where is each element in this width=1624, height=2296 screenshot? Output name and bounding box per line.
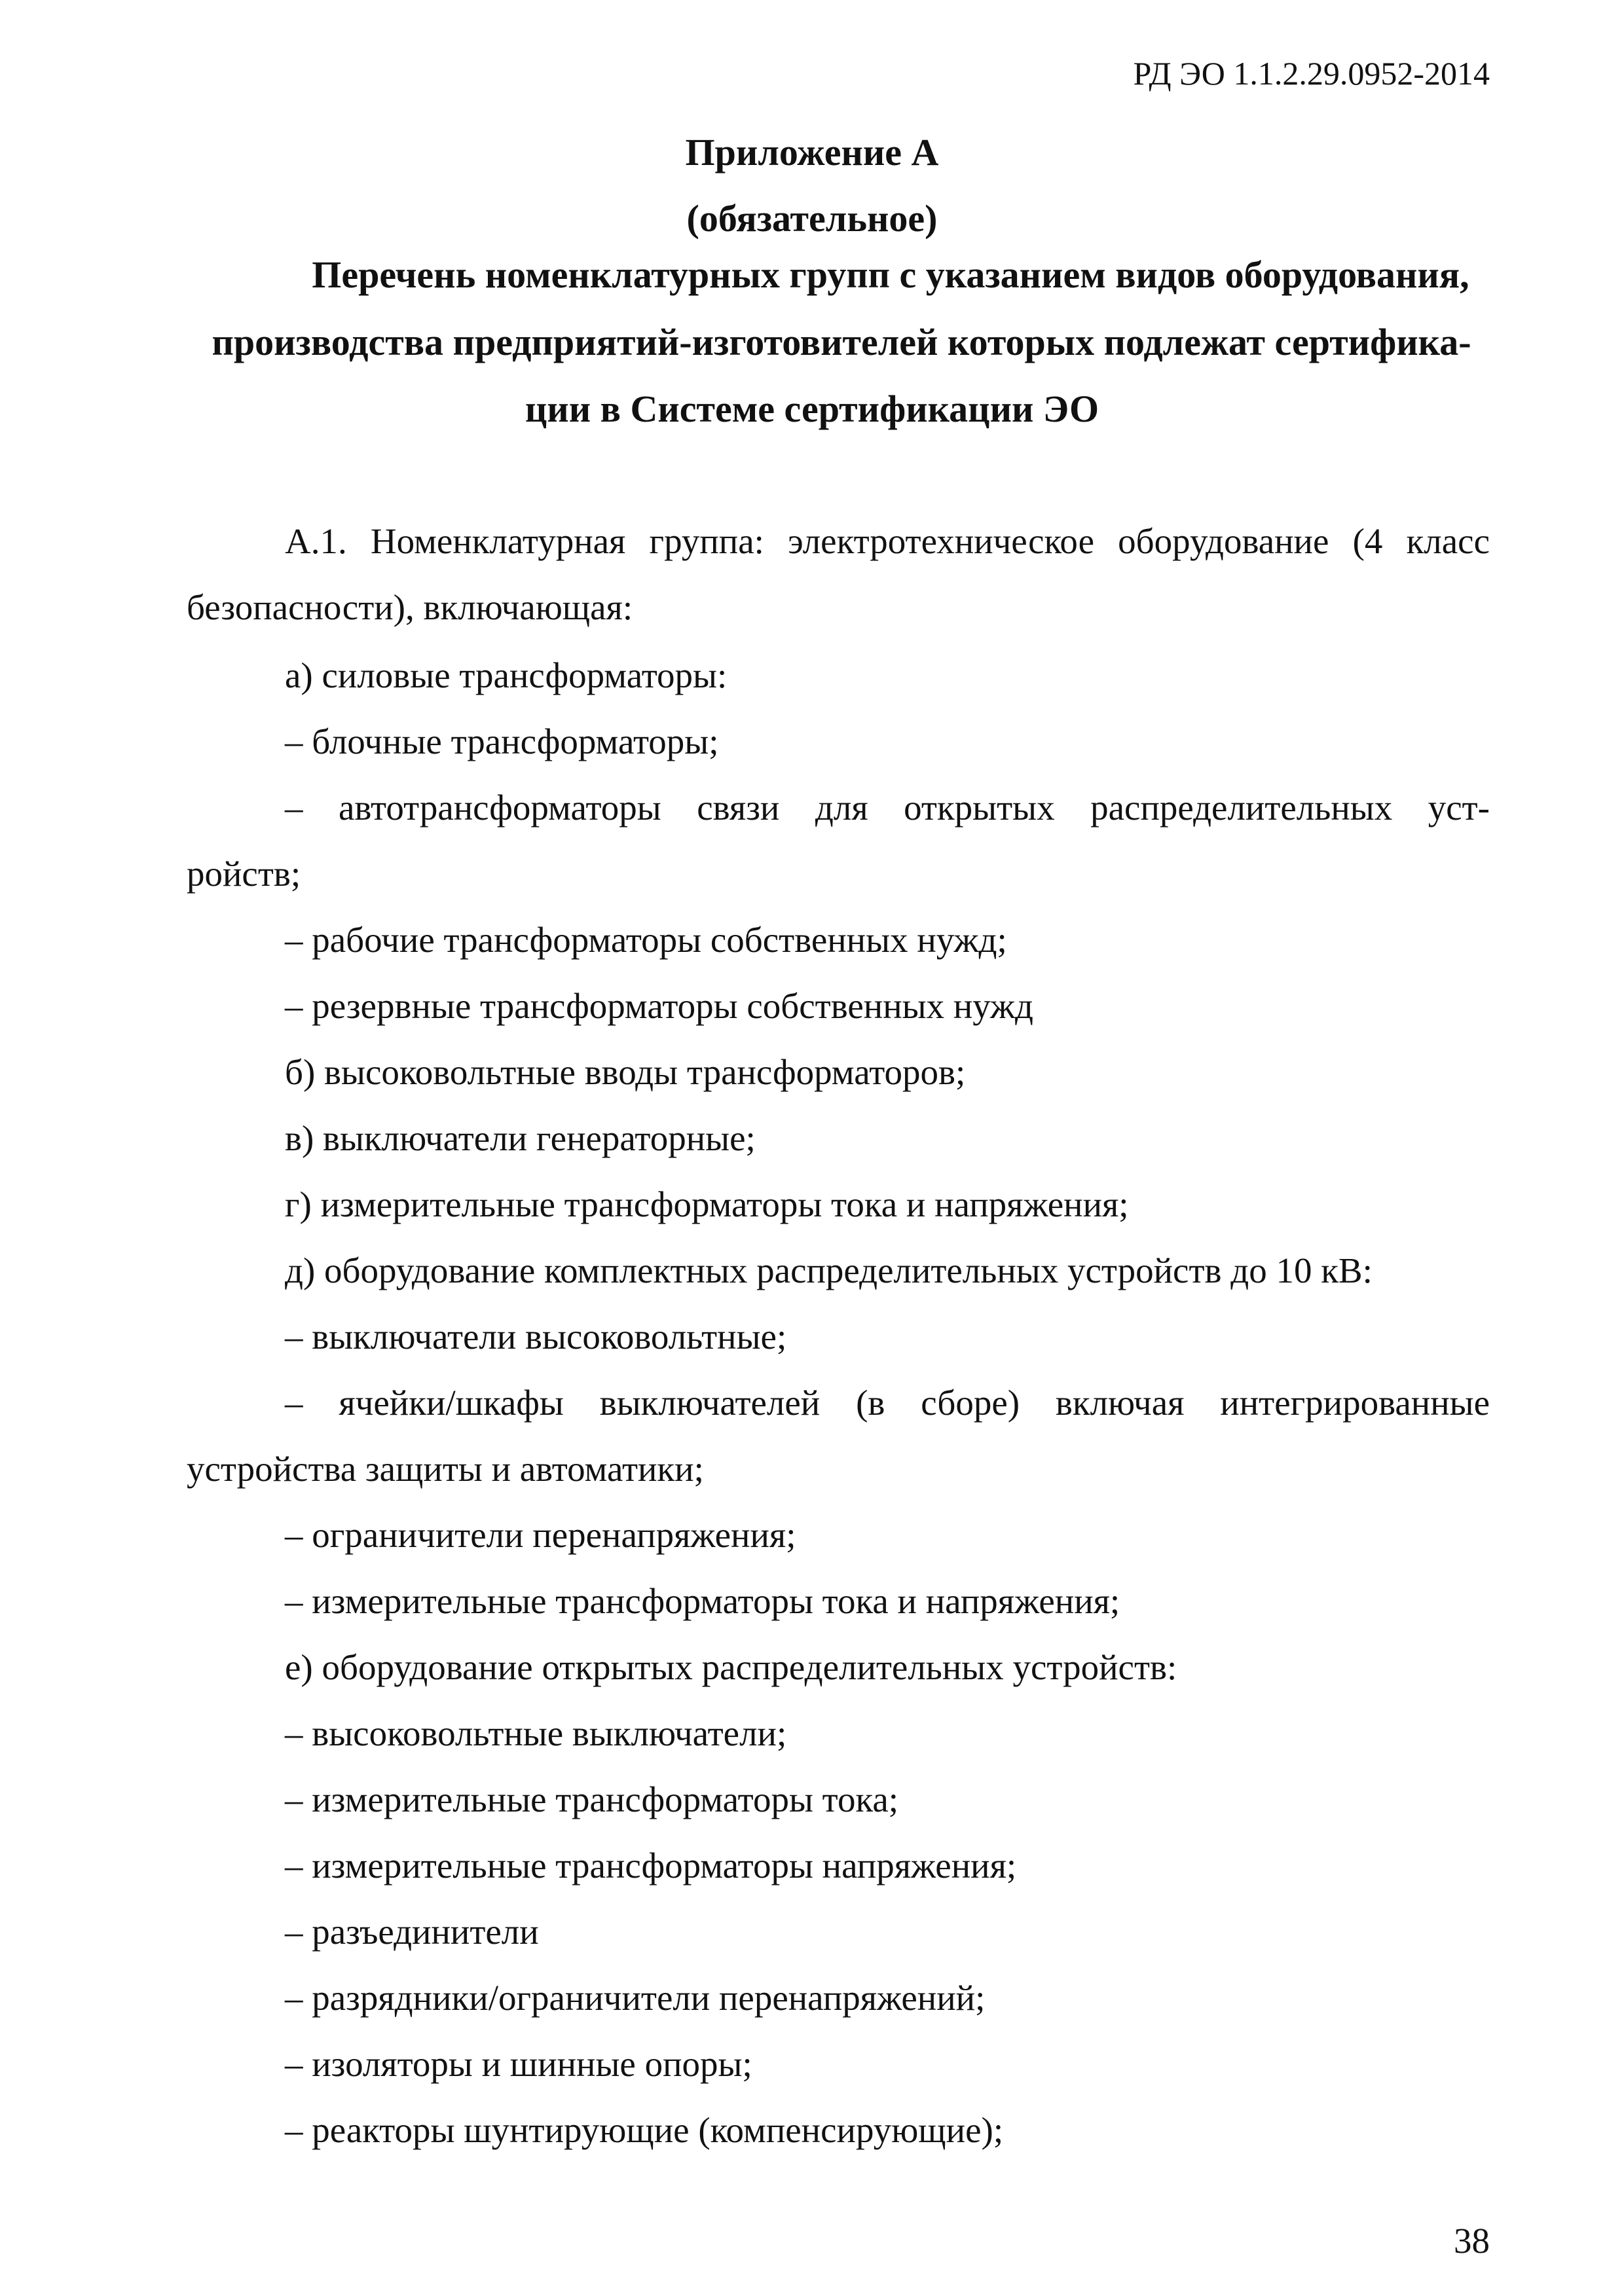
dash-item: – выключатели высоковольтные; <box>285 1317 787 1357</box>
dash-item: – измерительные трансформаторы тока; <box>285 1779 899 1819</box>
appendix-title: Приложение А <box>685 131 939 173</box>
dash-item: – измерительные трансформаторы напряжения; <box>285 1846 1017 1886</box>
dash-item-continuation: ройств; <box>187 854 301 894</box>
dash-item: – ограничители перенапряжения; <box>285 1515 796 1555</box>
list-item-d: д) оборудование комплектных распределительных устройств до 10 кВ: <box>285 1250 1373 1290</box>
dash-item: – разъединители <box>285 1912 539 1952</box>
dash-item: – высоковольтные выключатели; <box>285 1713 787 1753</box>
appendix-heading-line-2: производства предприятий-изготовителей которых подлежат сертифика- <box>212 321 1471 363</box>
dash-item-continuation: устройства защиты и автоматики; <box>187 1449 704 1489</box>
dash-item: – измерительные трансформаторы тока и напряжения; <box>285 1581 1120 1621</box>
list-item-a: а) силовые трансформаторы: <box>285 655 728 695</box>
dash-item: – реакторы шунтирующие (компенсирующие); <box>285 2110 1004 2150</box>
appendix-heading-line-1: Перечень номенклатурных групп с указанием видов оборудования, <box>312 253 1469 296</box>
list-item-b: б) высоковольтные вводы трансформаторов; <box>285 1052 966 1092</box>
dash-item: – резервные трансформаторы собственных нужд <box>285 986 1034 1026</box>
page-number: 38 <box>1454 2221 1490 2261</box>
appendix-heading-line-3: ции в Системе сертификации ЭО <box>525 388 1099 430</box>
dash-item: – ячейки/шкафы выключателей (в сборе) включая интегрированные <box>285 1383 1490 1423</box>
dash-item: – автотрансформаторы связи для открытых распределительных уст- <box>285 788 1490 828</box>
dash-item: – разрядники/ограничители перенапряжений; <box>285 1978 986 2018</box>
dash-item: – изоляторы и шинные опоры; <box>285 2044 752 2084</box>
document-code: РД ЭО 1.1.2.29.0952-2014 <box>1133 55 1490 92</box>
list-item-e: е) оборудование открытых распределительных устройств: <box>285 1647 1177 1687</box>
paragraph-a1-line-1: А.1. Номенклатурная группа: электротехническое оборудование (4 класс <box>285 521 1490 561</box>
dash-item: – рабочие трансформаторы собственных нужд; <box>285 920 1007 960</box>
paragraph-a1-line-2: безопасности), включающая: <box>187 587 633 627</box>
list-item-v: в) выключатели генераторные; <box>285 1118 756 1158</box>
dash-item: – блочные трансформаторы; <box>285 721 719 761</box>
list-item-g: г) измерительные трансформаторы тока и напряжения; <box>285 1184 1129 1224</box>
appendix-status: (обязательное) <box>686 197 938 240</box>
